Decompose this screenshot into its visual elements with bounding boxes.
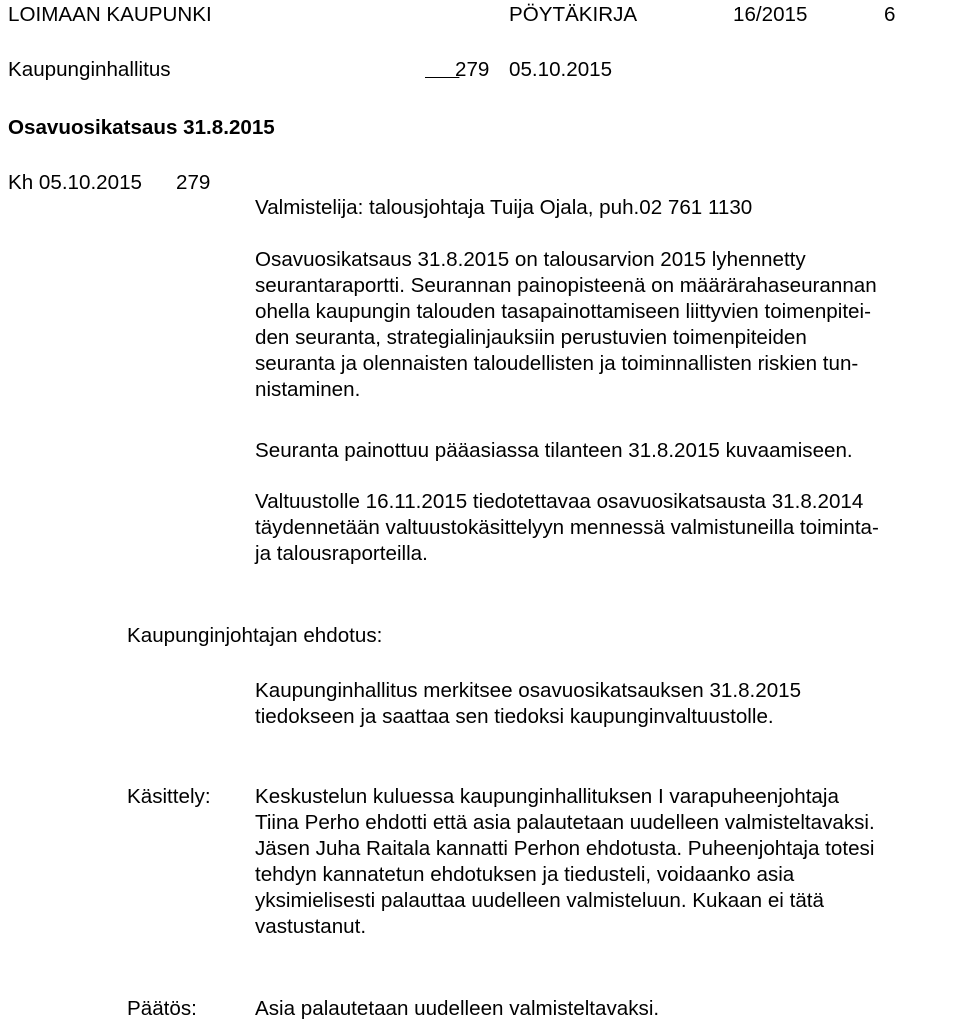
meeting-body: Kaupunginhallitus [8, 58, 171, 81]
kh-reference-section: 279 [176, 171, 211, 194]
paragraph-line: den seuranta, strategialinjauksiin perustuvien toimenpiteiden [255, 326, 807, 349]
paragraph-line: Osavuosikatsaus 31.8.2015 on talousarvion 2015 lyhennetty [255, 248, 806, 271]
meeting-date: 05.10.2015 [509, 58, 613, 81]
handling-text [255, 784, 875, 940]
paragraph-line: täydennetään valtuustokäsittelyyn mennessä valmistuneilla toiminta- [255, 516, 879, 539]
body-paragraph-3 [255, 489, 879, 567]
proposal-text [255, 678, 801, 730]
paragraph-line: seuranta ja olennaisten taloudellisten ja toiminnallisten riskien tun- [255, 352, 859, 375]
handling-line: tehdyn kannatetun ehdotuksen ja tiedusteli, voidaanko asia [255, 863, 795, 886]
proposal-line: Kaupunginhallitus merkitsee osavuosikatsauksen 31.8.2015 [255, 679, 802, 702]
handling-label: Käsittely: [127, 785, 211, 808]
handling-line: Keskustelun kuluessa kaupunginhallituksen I varapuheenjohtaja [255, 785, 839, 808]
section-number: 279 [455, 58, 490, 81]
handling-line: yksimielisesti palauttaa uudelleen valmisteluun. Kukaan ei tätä [255, 889, 824, 912]
paragraph-line: ohella kaupungin talouden tasapainottamiseen liittyvien toimenpitei- [255, 300, 871, 323]
municipality-name: LOIMAAN KAUPUNKI [8, 3, 212, 26]
paragraph-line: seurantaraportti. Seurannan painopisteenä on määrärahaseurannan [255, 274, 877, 297]
kh-reference-date: Kh 05.10.2015 [8, 171, 142, 194]
decision-text: Asia palautetaan uudelleen valmisteltavaksi. [255, 997, 660, 1020]
paragraph-line: nistaminen. [255, 378, 361, 401]
proposal-line: tiedokseen ja saattaa sen tiedoksi kaupunginvaltuustolle. [255, 705, 774, 728]
handling-line: Jäsen Juha Raitala kannatti Perhon ehdotusta. Puheenjohtaja totesi [255, 837, 875, 860]
page-title: Osavuosikatsaus 31.8.2015 [8, 116, 275, 139]
paragraph-line: Valtuustolle 16.11.2015 tiedotettavaa osavuosikatsausta 31.8.2014 [255, 490, 864, 513]
document-type: PÖYTÄKIRJA [509, 3, 638, 26]
paragraph-line: ja talousraporteilla. [255, 542, 428, 565]
body-paragraph-1 [255, 247, 877, 403]
document-number: 16/2015 [733, 3, 808, 26]
body-paragraph-2: Seuranta painottuu pääasiassa tilanteen 31.8.2015 kuvaamiseen. [255, 439, 853, 462]
decision-label: Päätös: [127, 997, 197, 1020]
handling-line: vastustanut. [255, 915, 367, 938]
handling-line: Tiina Perho ehdotti että asia palautetaan uudelleen valmisteltavaksi. [255, 811, 875, 834]
page-number: 6 [884, 3, 896, 26]
proposal-label: Kaupunginjohtajan ehdotus: [127, 624, 383, 647]
preparer-line: Valmistelija: talousjohtaja Tuija Ojala, puh.02 761 1130 [255, 196, 753, 219]
